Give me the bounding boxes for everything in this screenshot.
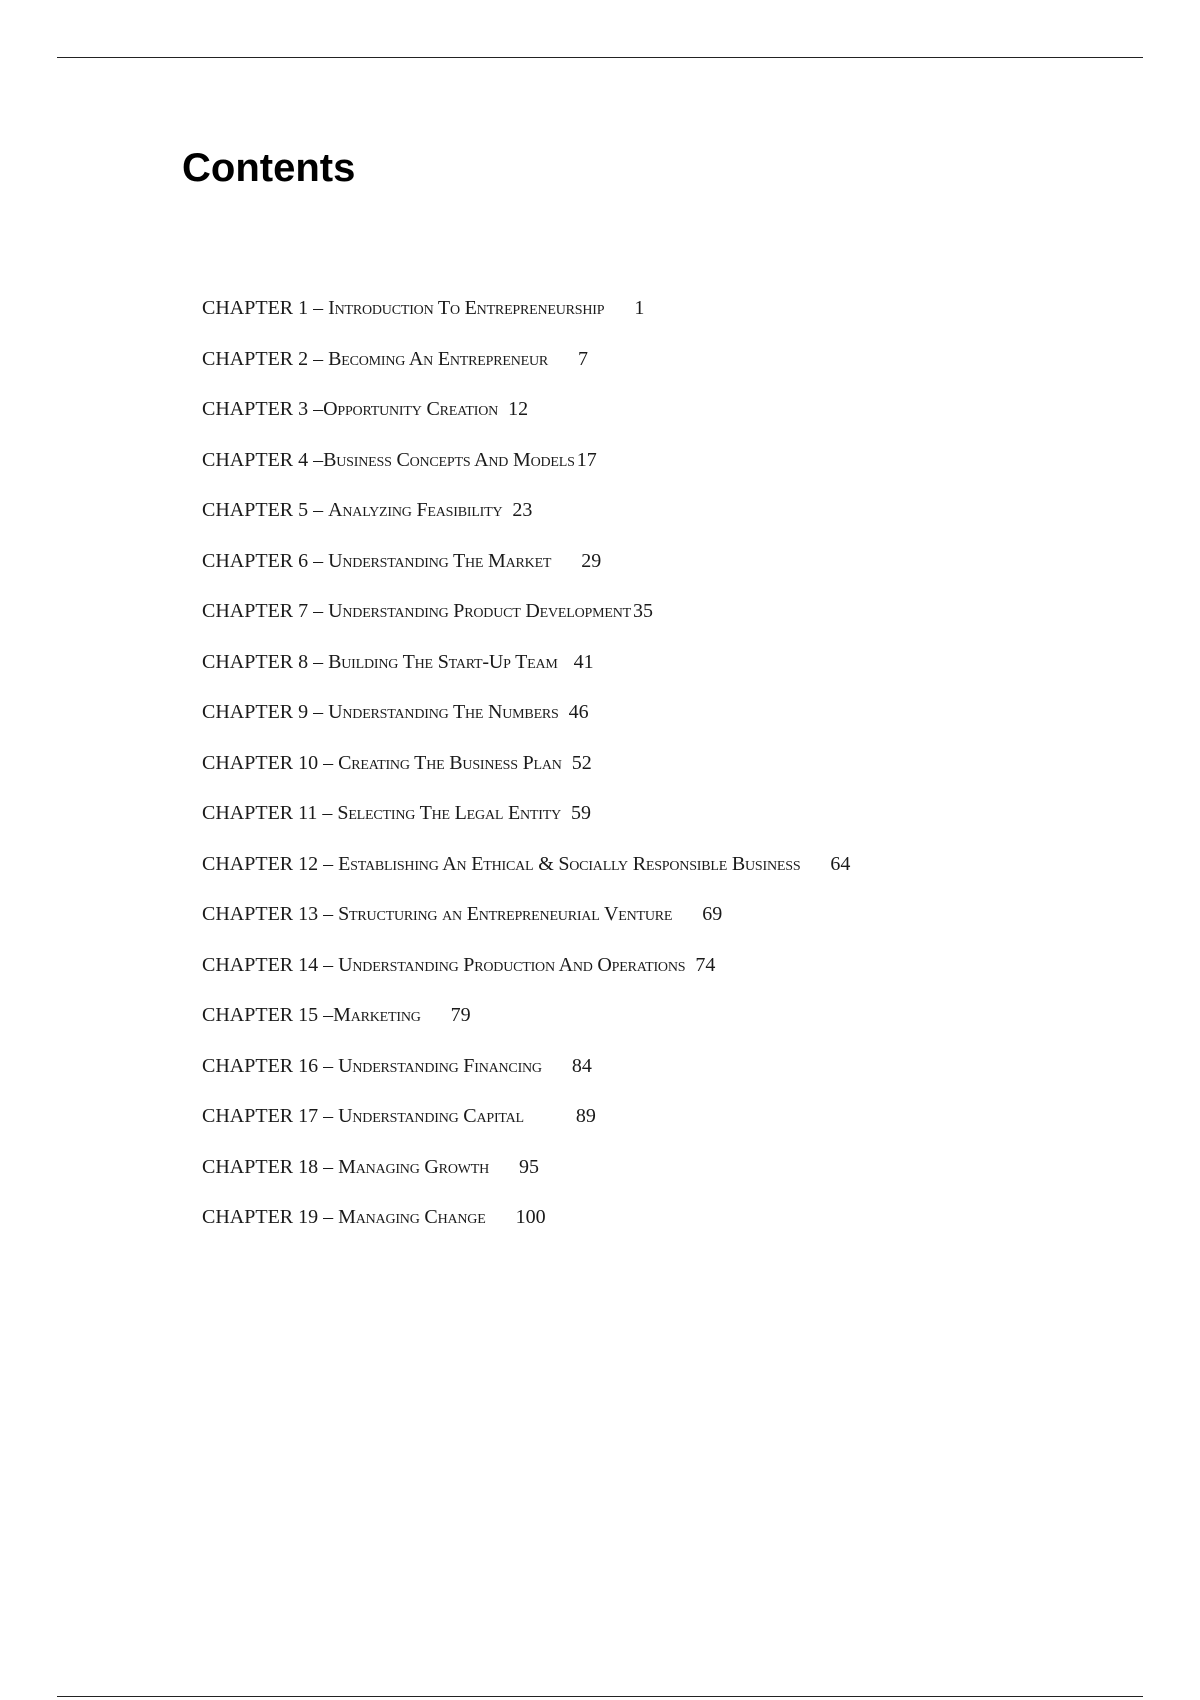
toc-page-number: 64 bbox=[830, 852, 851, 875]
toc-page-number: 69 bbox=[702, 903, 723, 925]
toc-entry[interactable] bbox=[202, 848, 850, 899]
toc-chapter-title: Understanding Production And Operations bbox=[338, 953, 686, 976]
toc-chapter-title: Opportunity Creation bbox=[323, 398, 499, 420]
toc-chapter-number: CHAPTER 14 – bbox=[202, 953, 339, 976]
toc-chapter-title: Managing Growth bbox=[338, 1155, 490, 1178]
table-of-contents bbox=[202, 292, 850, 1252]
toc-chapter-number: CHAPTER 3 – bbox=[202, 398, 324, 420]
toc-chapter-number: CHAPTER 4 – bbox=[202, 448, 324, 471]
toc-entry[interactable] bbox=[202, 747, 850, 798]
toc-chapter-title: Understanding Financing bbox=[338, 1054, 542, 1077]
toc-chapter-title: Becoming An Entrepreneur bbox=[328, 347, 549, 370]
toc-chapter-title: Understanding The Numbers bbox=[328, 701, 559, 723]
toc-chapter-number: CHAPTER 9 – bbox=[202, 701, 329, 723]
toc-page-number: 100 bbox=[515, 1206, 546, 1228]
toc-chapter-title: Managing Change bbox=[338, 1206, 486, 1228]
toc-entry[interactable] bbox=[202, 999, 850, 1050]
toc-entry[interactable] bbox=[202, 646, 850, 697]
toc-chapter-number: CHAPTER 5 – bbox=[202, 499, 329, 521]
toc-chapter-title: Business Concepts And Models bbox=[323, 448, 575, 471]
toc-entry[interactable] bbox=[202, 1151, 850, 1202]
toc-entry[interactable] bbox=[202, 595, 850, 646]
toc-page-number: 29 bbox=[581, 549, 602, 572]
toc-page-number: 23 bbox=[512, 499, 533, 521]
toc-entry[interactable] bbox=[202, 797, 850, 848]
toc-page-number: 52 bbox=[571, 751, 592, 774]
toc-chapter-title: Marketing bbox=[333, 1004, 421, 1026]
toc-chapter-number: CHAPTER 1 – bbox=[202, 297, 329, 319]
toc-chapter-title: Establishing An Ethical & Socially Responsible Business bbox=[338, 852, 801, 875]
toc-chapter-title: Analyzing Feasibility bbox=[328, 499, 503, 521]
toc-chapter-number: CHAPTER 11 – bbox=[202, 802, 338, 824]
toc-chapter-number: CHAPTER 19 – bbox=[202, 1206, 339, 1228]
toc-chapter-number: CHAPTER 17 – bbox=[202, 1105, 339, 1127]
toc-page-number: 46 bbox=[568, 701, 589, 723]
toc-entry[interactable] bbox=[202, 696, 850, 747]
toc-chapter-title: Building The Start-Up Team bbox=[328, 650, 558, 673]
toc-chapter-number: CHAPTER 6 – bbox=[202, 549, 329, 572]
toc-entry[interactable] bbox=[202, 1050, 850, 1101]
toc-entry[interactable] bbox=[202, 494, 850, 545]
toc-chapter-title: Selecting The Legal Entity bbox=[337, 802, 562, 824]
toc-chapter-number: CHAPTER 7 – bbox=[202, 600, 329, 622]
toc-chapter-number: CHAPTER 18 – bbox=[202, 1155, 339, 1178]
toc-page-number: 17 bbox=[576, 448, 597, 471]
toc-entry[interactable] bbox=[202, 1100, 850, 1151]
toc-chapter-number: CHAPTER 16 – bbox=[202, 1054, 339, 1077]
toc-chapter-number: CHAPTER 13 – bbox=[202, 903, 339, 925]
toc-page-number: 59 bbox=[571, 802, 592, 824]
toc-page-number: 12 bbox=[508, 398, 529, 420]
toc-chapter-title: Structuring an Entrepreneurial Venture bbox=[338, 903, 673, 925]
toc-entry[interactable] bbox=[202, 898, 850, 949]
toc-chapter-title: Introduction To Entrepreneurship bbox=[328, 297, 605, 319]
toc-chapter-title: Understanding The Market bbox=[328, 549, 552, 572]
page-title: Contents bbox=[182, 146, 356, 190]
header-rule bbox=[57, 57, 1143, 58]
toc-page-number: 7 bbox=[578, 347, 589, 370]
toc-page-number: 35 bbox=[632, 600, 653, 622]
toc-page-number: 1 bbox=[634, 297, 645, 319]
toc-page-number: 84 bbox=[571, 1054, 592, 1077]
toc-page-number: 89 bbox=[575, 1105, 596, 1127]
toc-entry[interactable] bbox=[202, 1201, 850, 1252]
toc-chapter-number: CHAPTER 8 – bbox=[202, 650, 329, 673]
toc-entry[interactable] bbox=[202, 545, 850, 596]
toc-entry[interactable] bbox=[202, 393, 850, 444]
toc-chapter-title: Understanding Product Development bbox=[328, 600, 631, 622]
toc-chapter-title: Creating The Business Plan bbox=[338, 751, 562, 774]
footer-rule bbox=[57, 1696, 1143, 1697]
toc-page-number: 79 bbox=[450, 1004, 471, 1026]
toc-entry[interactable] bbox=[202, 292, 850, 343]
toc-page-number: 41 bbox=[573, 650, 594, 673]
toc-entry[interactable] bbox=[202, 343, 850, 394]
toc-page-number: 95 bbox=[519, 1155, 540, 1178]
toc-page-number: 74 bbox=[695, 953, 716, 976]
toc-chapter-number: CHAPTER 10 – bbox=[202, 751, 339, 774]
toc-chapter-title: Understanding Capital bbox=[338, 1105, 524, 1127]
toc-chapter-number: CHAPTER 15 – bbox=[202, 1004, 334, 1026]
toc-chapter-number: CHAPTER 2 – bbox=[202, 347, 329, 370]
toc-chapter-number: CHAPTER 12 – bbox=[202, 852, 339, 875]
toc-entry[interactable] bbox=[202, 949, 850, 1000]
toc-entry[interactable] bbox=[202, 444, 850, 495]
